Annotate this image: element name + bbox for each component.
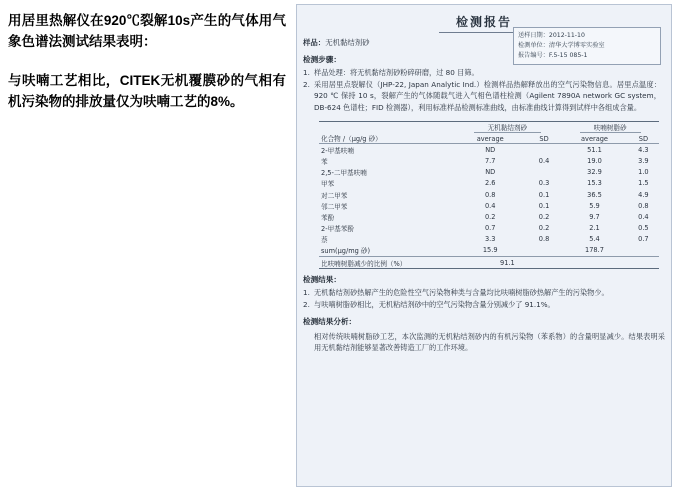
ratio-value: 91.1 (500, 258, 515, 267)
result-text: 与呋喃树脂砂相比，无机粘结剂砂中的空气污染物含量分别减少了 91.1%。 (314, 300, 555, 310)
results-table (319, 121, 659, 269)
step-text: 样品处理：将无机黏结剂砂粉碎研磨，过 80 目筛。 (314, 68, 479, 77)
test-report-image (296, 4, 672, 487)
table-row-sum: sum(μg/mg 砂) 15.9 178.7 (319, 245, 659, 257)
paragraph-1: 用居里热解仪在920℃裂解10s产生的气体用气象色谱法测试结果表明： (8, 13, 286, 49)
report-meta-box (513, 27, 661, 65)
table-subheader: average (476, 134, 504, 143)
result-text: 无机黏结剂砂热解产生的危险性空气污染物种类与含量均比呋喃树脂砂热解产生的污染物少。 (314, 288, 609, 298)
ratio-label: 比呋喃树脂减少的比例（%） (321, 259, 407, 268)
table-group-header-1: 无机黏结剂砂 (454, 121, 562, 134)
table-col0-header: 化合物 /（μg/g 砂） (321, 134, 382, 143)
sample-label: 样品： (303, 38, 326, 47)
list-item (303, 299, 661, 310)
step-text: 采用居里点裂解仪（JHP-22, Japan Analytic Ind.）检测样品热解释放出的空气污染物信息。居里点温度：920 ℃ 保持 10 s，裂解产生的气体随载气进入气相色谱柱检测（Agilent 7890A network GC system，DB-624 色谱柱；FID 检测器），利用标准样品检测标准曲线，由标准曲线计算得到试样中各组成含量。 (314, 80, 661, 112)
table-row: 2-甲基苯酚 0.7 0.2 2.1 0.5 (321, 224, 649, 234)
table-row-ratio (319, 257, 659, 269)
list-item (303, 67, 661, 78)
meta-row-unit: 检测单位：清华大学博零实验室 (518, 42, 605, 49)
table-row: 对二甲苯 0.8 0.1 36.5 4.9 (321, 190, 649, 200)
table-row: 2-甲基呋喃 ND 51.1 4.3 (321, 145, 649, 155)
table-row: 2,5-二甲基呋喃 ND 32.9 1.0 (321, 168, 649, 178)
report-title: 检测报告 (455, 15, 512, 29)
analysis-text: 相对传统呋喃树脂砂工艺，本次监测的无机粘结剂砂内的有机污染物（苯系物）的含量明显减少。结果表明采用无机黏结剂能够显著改善铸造工厂的工作环境。 (314, 331, 665, 353)
table-row: 苯酚 0.2 0.2 9.7 0.4 (321, 212, 649, 222)
table-row: 邻二甲苯 0.4 0.1 5.9 0.8 (321, 201, 649, 211)
table-row: 甲苯 2.6 0.3 15.3 1.5 (321, 179, 649, 189)
results-heading: 检测结果： (303, 275, 341, 285)
list-item (303, 79, 661, 113)
left-text-column (8, 10, 286, 130)
table-row: 苯 7.7 0.4 19.0 3.9 (321, 156, 649, 166)
table-row: 萘 3.3 0.8 5.4 0.7 (321, 235, 649, 245)
result-number: 1. (303, 288, 310, 298)
results-list (303, 287, 665, 310)
step-number: 2. (303, 80, 310, 90)
steps-heading: 检测步骤： (303, 55, 341, 64)
results-table-wrap (319, 121, 659, 269)
table-subheader: SD (638, 134, 649, 143)
result-number: 2. (303, 300, 310, 310)
table-group-header-2: 呋喃树脂砂 (561, 121, 659, 134)
table-row (319, 121, 659, 134)
table-subheader: average (581, 134, 608, 143)
sum-label: sum(μg/mg 砂) (321, 247, 371, 256)
meta-row-number: 报告编号：F.5-15 085-1 (518, 52, 588, 59)
list-item (303, 287, 661, 298)
sample-line (303, 37, 518, 49)
analysis-heading: 检测结果分析： (303, 316, 357, 326)
table-subheader: SD (539, 134, 549, 143)
steps-list (303, 67, 665, 113)
step-number: 1. (303, 68, 310, 77)
sample-value: 无机黏结剂砂 (325, 38, 370, 47)
paragraph-2: 与呋喃工艺相比，CITEK无机覆膜砂的气相有机污染物的排放量仅为呋喃工艺的8%。 (8, 73, 286, 109)
meta-row-date: 送样日期：2012-11-10 (518, 32, 585, 39)
